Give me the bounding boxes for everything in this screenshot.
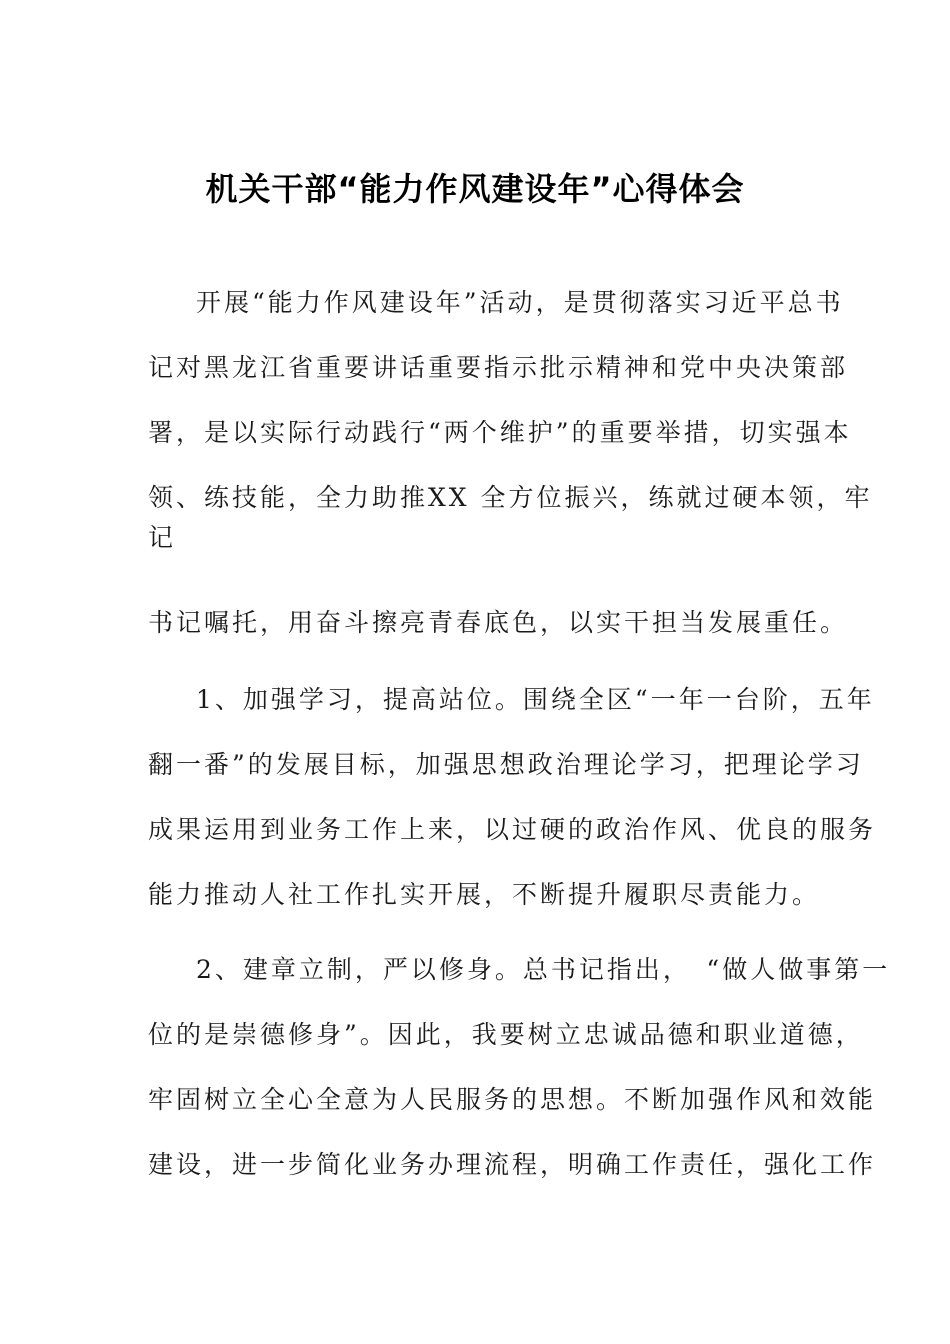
text-line: 位的是崇德修身”。因此，我要树立忠诚品德和职业道德， (148, 1020, 864, 1049)
text-line: 书记嘱托，用奋斗擦亮青春底色，以实干担当发展重任。 (148, 608, 849, 637)
text-line: 记对黑龙江省重要讲话重要指示批示精神和党中央决策部 (148, 353, 849, 382)
text-line: 署，是以实际行动践行“两个维护”的重要举措，切实强本 (148, 418, 852, 447)
text-line: 能力推动人社工作扎实开展，不断提升履职尽责能力。 (148, 880, 821, 909)
text-line: 记 (148, 523, 177, 552)
text-line: 牢固树立全心全意为人民服务的思想。不断加强作风和效能 (148, 1085, 877, 1114)
text-line: 翻一番”的发展目标，加强思想政治理论学习，把理论学习 (148, 750, 864, 779)
text-line: 2、建章立制，严以修身。总书记指出， “做人做事第一 (196, 955, 891, 984)
document-title: 机关干部“能力作风建设年”心得体会 (205, 170, 745, 208)
text-line: 成果运用到业务工作上来，以过硬的政治作风、优良的服务 (148, 815, 877, 844)
text-line: 1、加强学习，提高站位。围绕全区“一年一台阶，五年 (196, 685, 875, 714)
text-line: 开展“能力作风建设年”活动，是贯彻落实习近平总书 (196, 288, 844, 317)
text-line: 建设，进一步简化业务办理流程，明确工作责任，强化工作 (148, 1150, 877, 1179)
text-line: 领、练技能，全力助推XX 全方位振兴，练就过硬本领，牢 (148, 483, 873, 512)
